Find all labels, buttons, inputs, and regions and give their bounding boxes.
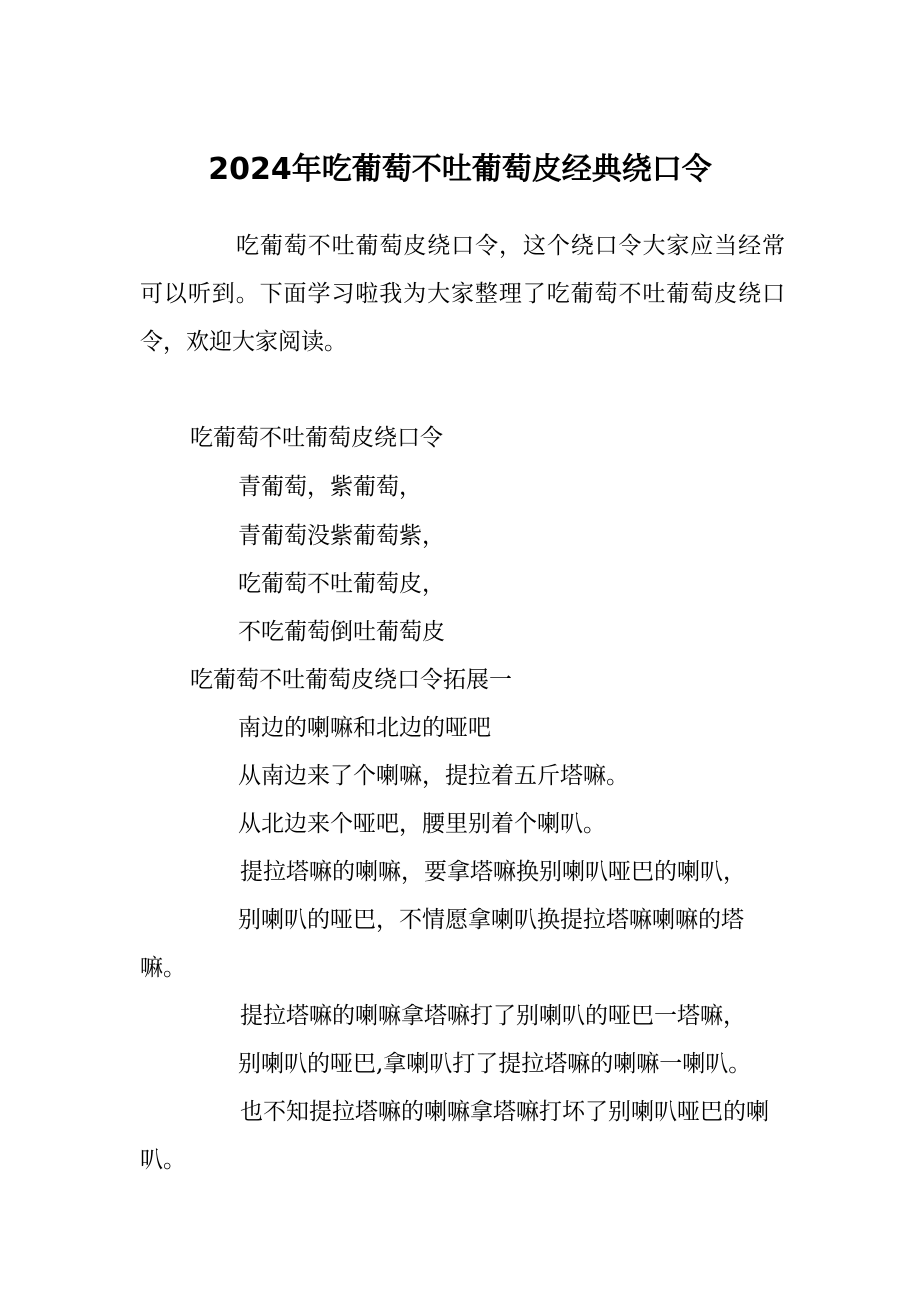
poem-line-1: 青葡萄，紫葡萄， xyxy=(238,474,422,500)
tongue-twister-line-6: 提拉塔嘛的喇嘛拿塔嘛打了别喇叭的哑巴一塔嘛， xyxy=(240,1003,746,1029)
tongue-twister-line-5: 别喇叭的哑巴，不情愿拿喇叭换提拉塔嘛喇嘛的塔嘛。 xyxy=(140,907,744,981)
poem-line-4: 不吃葡萄倒吐葡萄皮 xyxy=(238,619,445,645)
document-title: 2024年吃葡萄不吐葡萄皮经典绕口令 xyxy=(208,152,712,187)
tongue-twister-line-8: 也不知提拉塔嘛的喇嘛拿塔嘛打坏了别喇叭哑巴的喇叭。 xyxy=(140,1099,769,1173)
tongue-twister-line-1: 南边的喇嘛和北边的哑吧 xyxy=(238,715,491,741)
tongue-twister-line-2: 从南边来了个喇嘛，提拉着五斤塔嘛。 xyxy=(238,763,629,789)
poem-line-2: 青葡萄没紫葡萄紫， xyxy=(238,523,445,549)
tongue-twister-line-3: 从北边来个哑吧，腰里别着个喇叭。 xyxy=(238,811,606,837)
section-heading-2: 吃葡萄不吐葡萄皮绕口令拓展一 xyxy=(190,667,512,693)
section-heading-1: 吃葡萄不吐葡萄皮绕口令 xyxy=(190,425,443,451)
intro-paragraph: 吃葡萄不吐葡萄皮绕口令，这个绕口令大家应当经常可以听到。下面学习啦我为大家整理了吃葡萄不吐葡萄皮绕口令，欢迎大家阅读。 xyxy=(140,233,785,355)
tongue-twister-line-4: 提拉塔嘛的喇嘛，要拿塔嘛换别喇叭哑巴的喇叭， xyxy=(240,859,746,885)
tongue-twister-line-7: 别喇叭的哑巴,拿喇叭打了提拉塔嘛的喇嘛一喇叭。 xyxy=(238,1051,752,1077)
poem-line-3: 吃葡萄不吐葡萄皮， xyxy=(238,571,445,597)
